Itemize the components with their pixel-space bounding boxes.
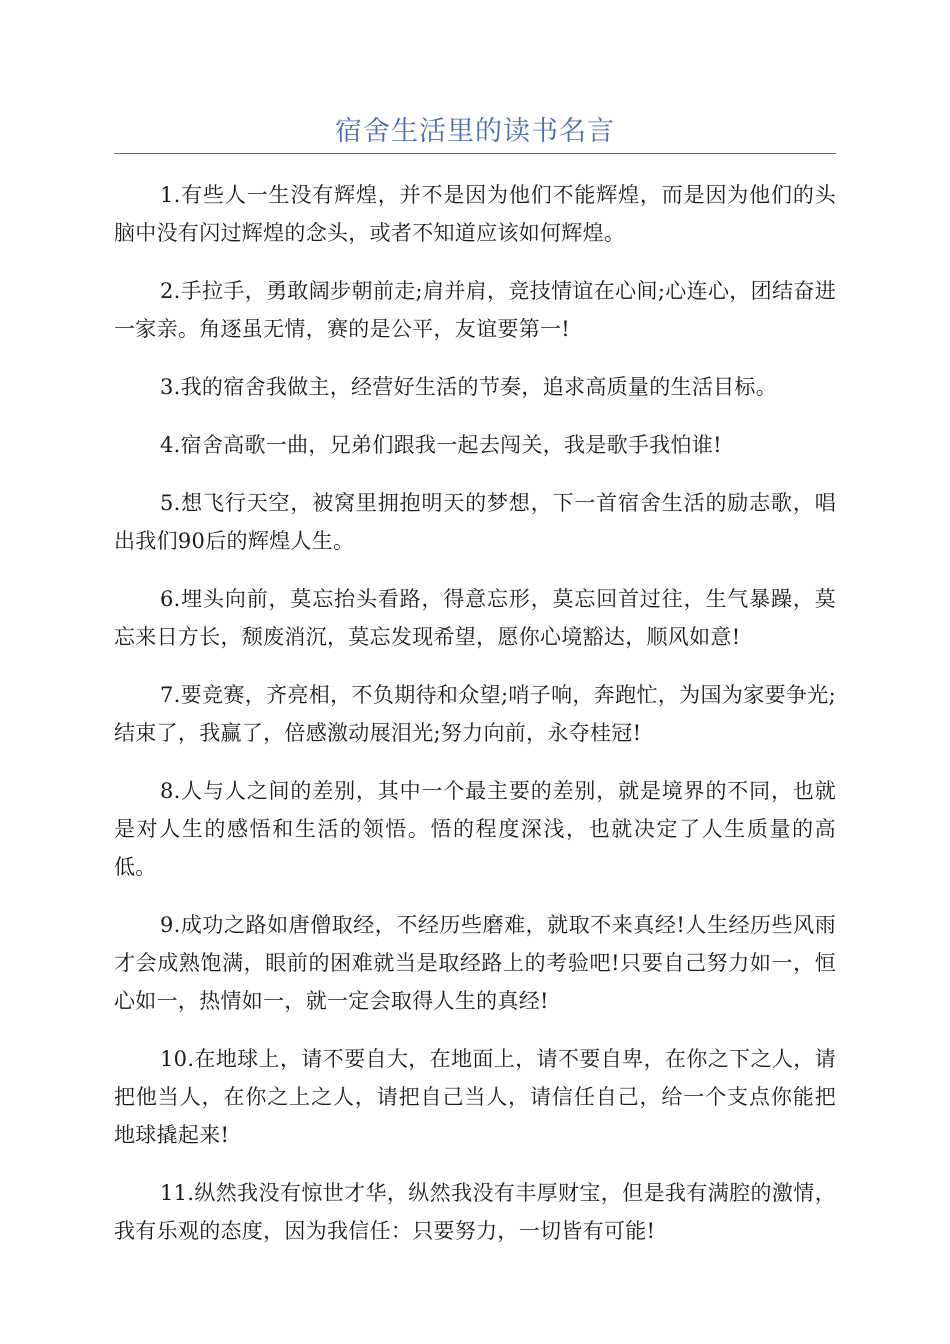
- quote-paragraph-11: 11.纵然我没有惊世才华，纵然我没有丰厚财宝，但是我有满腔的激情，我有乐观的态度，因为我信任：只要努力，一切皆有可能!: [114, 1181, 836, 1243]
- quote-paragraph-2: 2.手拉手，勇敢阔步朝前走;肩并肩，竞技情谊在心间;心连心，团结奋进一家亲。角逐虽无情，赛的是公平，友谊要第一!: [114, 279, 836, 341]
- quote-paragraph-10: 10.在地球上，请不要自大，在地面上，请不要自卑，在你之下之人，请把他当人，在你之上之人，请把自己当人，请信任自己，给一个支点你能把地球撬起来!: [114, 1047, 836, 1147]
- quote-paragraph-5: 5.想飞行天空，被窝里拥抱明天的梦想，下一首宿舍生活的励志歌，唱出我们90后的辉煌人生。: [114, 491, 836, 553]
- quote-paragraph-9: 9.成功之路如唐僧取经，不经历些磨难，就取不来真经!人生经历些风雨才会成熟饱满，眼前的困难就当是取经路上的考验吧!只要自己努力如一，恒心如一，热情如一，就一定会取得人生的真经!: [114, 913, 836, 1013]
- document-title: 宿舍生活里的读书名言: [335, 116, 615, 147]
- quote-paragraph-4: 4.宿舍高歌一曲，兄弟们跟我一起去闯关，我是歌手我怕谁!: [160, 433, 722, 457]
- quote-paragraph-1: 1.有些人一生没有辉煌，并不是因为他们不能辉煌，而是因为他们的头脑中没有闪过辉煌的念头，或者不知道应该如何辉煌。: [114, 183, 836, 245]
- document-body: [114, 176, 836, 1270]
- quote-paragraph-7: 7.要竞赛，齐亮相，不负期待和众望;哨子响，奔跑忙，为国为家要争光;结束了，我赢了，倍感激动展泪光;努力向前，永夺桂冠!: [114, 683, 836, 745]
- title-underline: [114, 153, 836, 154]
- quote-paragraph-3: 3.我的宿舍我做主，经营好生活的节奏，追求高质量的生活目标。: [160, 375, 778, 399]
- quote-paragraph-6: 6.埋头向前，莫忘抬头看路，得意忘形，莫忘回首过往，生气暴躁，莫忘来日方长，颓废消沉，莫忘发现希望，愿你心境豁达，顺风如意!: [114, 587, 836, 649]
- quote-paragraph-8: 8.人与人之间的差别，其中一个最主要的差别，就是境界的不同，也就是对人生的感悟和生活的领悟。悟的程度深浅，也就决定了人生质量的高低。: [114, 779, 836, 879]
